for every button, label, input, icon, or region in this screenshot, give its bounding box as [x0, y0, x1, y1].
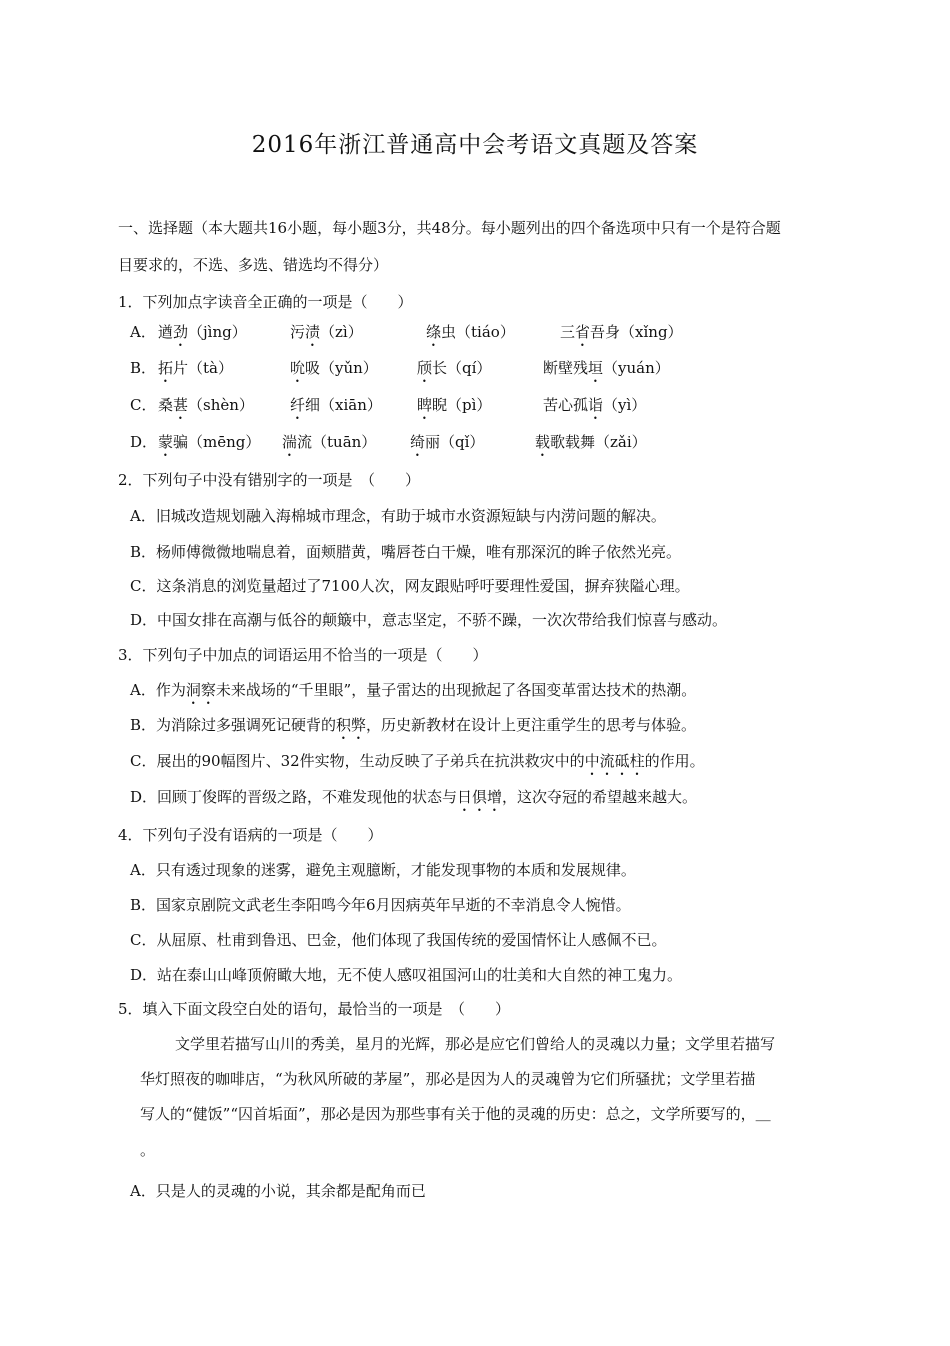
dotted-char: 垣: [588, 359, 604, 377]
word-item: 三省吾身（xǐng）: [560, 323, 683, 341]
question-2-option-d: D．中国女排在高潮与低谷的颠簸中，意志坚定，不骄不躁，一次次带给我们惊喜与感动。: [130, 611, 728, 629]
question-1-option-a: [130, 322, 830, 342]
dotted-char: 载: [535, 433, 551, 451]
passage-line-4: 。: [140, 1141, 156, 1159]
question-3-stem: 3．下列句子中加点的词语运用不恰当的一项是（ ）: [118, 646, 488, 664]
option-label: B．: [130, 359, 157, 377]
dotted-phrase: 积弊: [336, 716, 367, 734]
word-item: 颀长（qí）: [417, 359, 492, 377]
question-5-option-a: A．只是人的灵魂的小说，其余都是配角而已: [130, 1182, 426, 1200]
passage-line-3: 写人的“健饭”“囚首垢面”，那必是因为那些事有关于他的灵魂的历史：总之，文学所要写的，＿: [140, 1105, 771, 1123]
question-4-stem: 4．下列句子没有语病的一项是（ ）: [118, 826, 383, 844]
question-1-option-d: [130, 432, 830, 452]
question-2-stem: 2．下列句子中没有错别字的一项是 （ ）: [118, 471, 421, 489]
question-4-option-c: C．从屈原、杜甫到鲁迅、巴金，他们体现了我国传统的爱国情怀让人感佩不已。: [130, 931, 667, 949]
dotted-char: 省: [575, 323, 591, 341]
dotted-char: 睥: [417, 396, 433, 414]
dotted-char: 湍: [282, 433, 298, 451]
word-item: 纤细（xiān）: [290, 396, 382, 414]
question-2-option-a: A．旧城改造规划融入海棉城市理念，有助于城市水资源短缺与内涝问题的解决。: [130, 507, 666, 525]
section-intro-line-2: 目要求的，不选、多选、错选均不得分）: [118, 256, 389, 274]
word-item: 吮吸（yǔn）: [290, 359, 378, 377]
dotted-char: 颀: [417, 359, 433, 377]
dotted-char: 吮: [290, 359, 306, 377]
option-label: A．: [130, 323, 156, 341]
word-item: 遒劲（jìng）: [158, 323, 247, 341]
word-item: 蒙骗（mēng）: [158, 433, 261, 451]
word-item: 绮丽（qǐ）: [410, 433, 485, 451]
dotted-phrase: 中流砥柱: [584, 752, 645, 770]
question-2-option-b: B．杨师傅微微地喘息着，面颊腊黄，嘴唇苍白干燥，唯有那深沉的眸子依然光亮。: [130, 543, 682, 561]
word-item: 拓片（tà）: [158, 359, 233, 377]
word-item: 载歌载舞（zǎi）: [535, 433, 647, 451]
dotted-char: 蒙: [158, 433, 174, 451]
dotted-phrase: 日俱增: [457, 788, 503, 806]
question-3-option-a: A．作为洞察未来战场的“千里眼”，量子雷达的出现掀起了各国变革雷达技术的热潮。: [130, 681, 697, 699]
passage-line-1: 文学里若描写山川的秀美，星月的光辉，那必是应它们曾给人的灵魂以力量；文学里若描写: [175, 1035, 776, 1053]
word-item: 断壁残垣（yuán）: [543, 359, 670, 377]
question-1-option-c: [130, 395, 830, 415]
dotted-char: 葚: [173, 396, 189, 414]
question-2-option-c: C．这条消息的浏览量超过了7100人次，网友跟贴呼吁要理性爱国，摒弃狭隘心理。: [130, 577, 690, 595]
word-item: 污渍（zì）: [290, 323, 363, 341]
option-label: C．: [130, 396, 157, 414]
word-item: 睥睨（pì）: [417, 396, 492, 414]
question-3-option-b: B．为消除过多强调死记硬背的积弊，历史新教材在设计上更注重学生的思考与体验。: [130, 716, 697, 734]
dotted-char: 绮: [410, 433, 426, 451]
dotted-char: 劲: [173, 323, 189, 341]
dotted-char: 渍: [305, 323, 321, 341]
question-4-option-a: A．只有透过现象的迷雾，避免主观臆断，才能发现事物的本质和发展规律。: [130, 861, 636, 879]
word-item: 桑葚（shèn）: [158, 396, 254, 414]
question-4-option-b: B．国家京剧院文武老生李阳鸣今年6月因病英年早逝的不幸消息令人惋惜。: [130, 896, 631, 914]
dotted-char: 绦: [426, 323, 442, 341]
option-label: D．: [130, 433, 158, 451]
question-1-option-b: [130, 358, 830, 378]
word-item: 苦心孤诣（yì）: [543, 396, 647, 414]
dotted-char: 诣: [588, 396, 604, 414]
dotted-char: 纤: [290, 396, 306, 414]
question-3-option-c: C．展出的90幅图片、32件实物，生动反映了子弟兵在抗洪救灾中的中流砥柱的作用。: [130, 752, 705, 770]
page-title: 2016年浙江普通高中会考语文真题及答案: [251, 132, 699, 158]
word-item: 绦虫（tiáo）: [426, 323, 515, 341]
dotted-phrase: 洞察: [185, 681, 216, 699]
question-3-option-d: D．回顾丁俊晖的晋级之路，不难发现他的状态与日俱增，这次夺冠的希望越来越大。: [130, 788, 698, 806]
question-1-stem: 1．下列加点字读音全正确的一项是（ ）: [118, 293, 413, 311]
dotted-char: 拓: [158, 359, 174, 377]
question-4-option-d: D．站在泰山山峰顶俯瞰大地，无不使人感叹祖国河山的壮美和大自然的神工鬼力。: [130, 966, 683, 984]
word-item: 湍流（tuān）: [282, 433, 377, 451]
section-intro-line-1: 一、选择题（本大题共16小题，每小题3分，共48分。每小题列出的四个备选项中只有一个是符合题: [118, 219, 781, 237]
passage-line-2: 华灯照夜的咖啡店，“为秋风所破的茅屋”，那必是因为人的灵魂曾为它们所骚扰；文学里若描: [140, 1070, 756, 1088]
question-5-stem: 5．填入下面文段空白处的语句，最恰当的一项是 （ ）: [118, 1000, 511, 1018]
